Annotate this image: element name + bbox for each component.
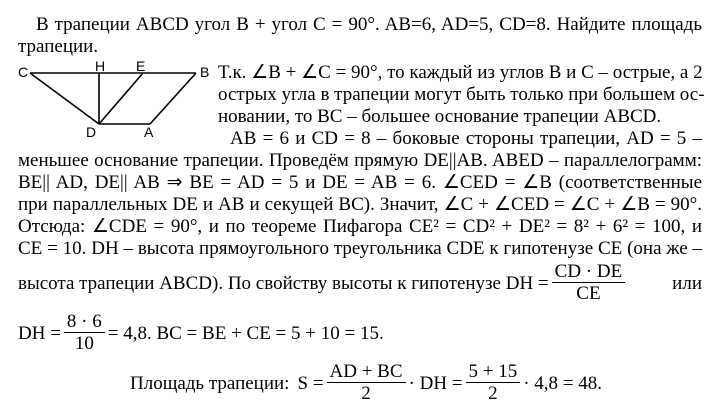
segment-de [99,73,143,124]
label-d: D [86,124,97,140]
dh-ratio-text: высота трапеции ABCD). По свойству высоты к гипотенузе DH = [18,272,549,294]
label-a: A [144,124,154,140]
problem-line-2: трапеции. [18,36,99,57]
solution-line-2: острых угла в трапеции могут быть только при большем ос- [218,84,705,105]
solution-line-9: CE = 10. DH – высота прямоугольного треугольника CDE к гипотенузе CE (она же – [18,238,702,259]
problem-line-1: В трапеции ABCD угол B + угол C = 90°. AB=6, AD=5, CD=8. Найдите площадь [36,14,702,35]
solution-line-6: BE|| AD, DE|| AB ⇒ BE = AD = 5 и DE = AB = 6. ∠CED = ∠B (соответственные [18,172,702,193]
solution-line-1: Т.к. ∠B + ∠C = 90°, то каждый из углов B и C – острые, а 2 [218,62,703,83]
label-c: C [18,64,29,80]
solution-line-10 [18,262,702,305]
label-b: B [200,64,210,80]
side-ab [150,73,196,124]
dh-value-denominator: 10 [64,332,105,355]
label-e: E [136,60,146,74]
dh-value-label: DH = [18,322,61,344]
solution-line-4: AB = 6 и CD = 8 – боковые стороны трапеции, AD = 5 – [230,128,702,149]
area-fraction-1-numerator: AD + BC [329,361,403,382]
or-text: или [672,272,702,294]
solution-line-3: новании, то BC – большее основание трапеции ABCD. [218,106,662,127]
area-result: · 4,8 = 48. [523,372,603,394]
dh-fraction [552,262,626,305]
area-fraction-2-denominator: 2 [466,382,521,405]
label-h: H [95,60,106,74]
dh-value-numerator: 8 · 6 [66,311,102,332]
area-fraction-1 [327,362,406,405]
side-cd [30,73,99,124]
area-line [130,362,602,405]
solution-line-7: при параллельных DE и AB и секущей BC). Значит, ∠C + ∠CED = ∠C + ∠B = 90°. [18,194,702,215]
area-fraction-1-denominator: 2 [327,382,406,405]
area-mid: · DH = [408,372,463,394]
area-fraction-2-numerator: 5 + 15 [468,361,518,382]
solution-line-5: меньшее основание трапеции. Проведём прямую DE||AB. ABED – параллелограмм: [18,150,702,171]
dh-fraction-denominator: CE [552,282,626,305]
solution-line-11 [18,312,384,355]
dh-value-fraction [64,312,105,355]
trapezoid-figure [18,60,218,140]
dh-fraction-numerator: CD · DE [554,261,623,282]
dh-bc-result: = 4,8. BC = BE + CE = 5 + 10 = 15. [107,322,384,344]
area-fraction-2 [466,362,521,405]
area-label: Площадь трапеции: [130,372,290,394]
area-s: S = [297,372,324,394]
solution-line-8: Отсюда: ∠CDE = 90°, и по теореме Пифагора CE² = CD² + DE² = 8² + 6² = 100, и [18,216,702,237]
